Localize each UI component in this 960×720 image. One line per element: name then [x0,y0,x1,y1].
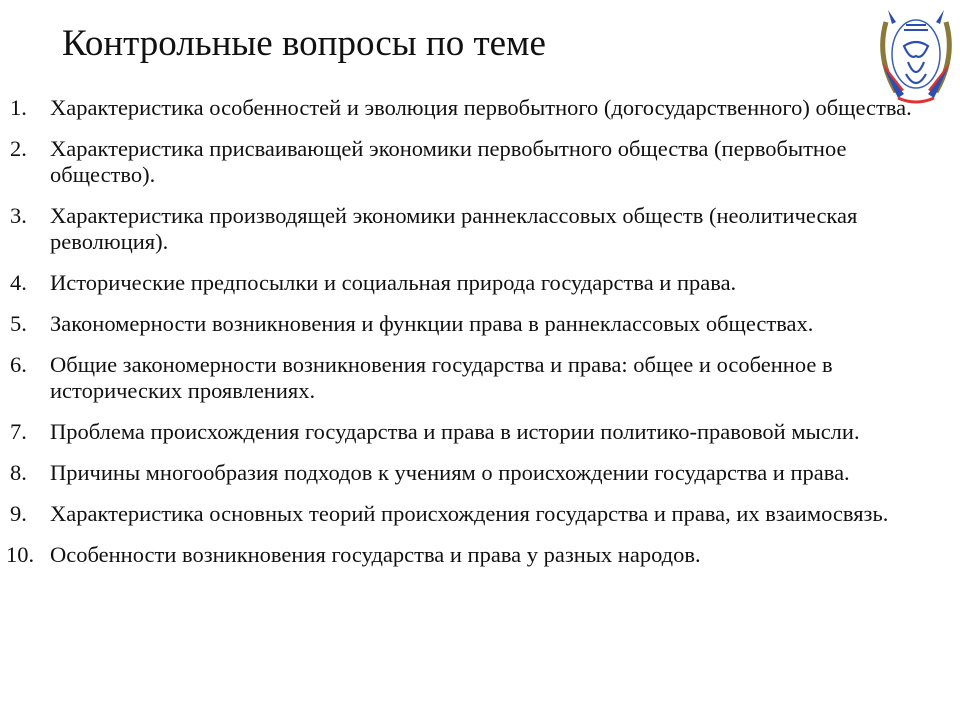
item-text: Причины многообразия подходов к учениям о происхождении государства и права. [50,460,850,485]
item-text: Исторические предпосылки и социальная природа государства и права. [50,270,737,295]
item-text: Общие закономерности возникновения государства и права: общее и особенное в исторических проявлениях. [50,352,833,403]
question-list [0,95,955,583]
question-item [0,270,955,296]
university-emblem-icon [874,2,958,106]
question-item [0,203,955,255]
item-number: 9. [10,501,27,526]
question-item [0,542,955,568]
item-text: Характеристика производящей экономики раннеклассовых обществ (неолитическая революция). [50,203,858,254]
question-item [0,501,955,527]
item-number: 1. [10,95,27,120]
item-text: Закономерности возникновения и функции права в раннеклассовых обществах. [50,311,814,336]
item-text: Характеристика присваивающей экономики первобытного общества (первобытное общество). [50,136,847,187]
question-item [0,311,955,337]
item-number: 6. [10,352,27,377]
slide-title: Контрольные вопросы по теме [62,23,546,64]
item-number: 5. [10,311,27,336]
item-text: Характеристика особенностей и эволюция первобытного (догосударственного) общества. [50,95,912,120]
item-number: 7. [10,419,27,444]
item-text: Характеристика основных теорий происхождения государства и права, их взаимосвязь. [50,501,889,526]
question-item [0,136,955,188]
question-item [0,460,955,486]
question-item [0,419,955,445]
item-number: 3. [10,203,27,228]
item-number: 4. [10,270,27,295]
item-number: 2. [10,136,27,161]
item-number: 10. [6,542,35,567]
item-text: Проблема происхождения государства и права в истории политико-правовой мысли. [50,419,860,444]
item-number: 8. [10,460,27,485]
item-text: Особенности возникновения государства и права у разных народов. [50,542,701,567]
question-item [0,352,955,404]
question-item [0,95,955,121]
